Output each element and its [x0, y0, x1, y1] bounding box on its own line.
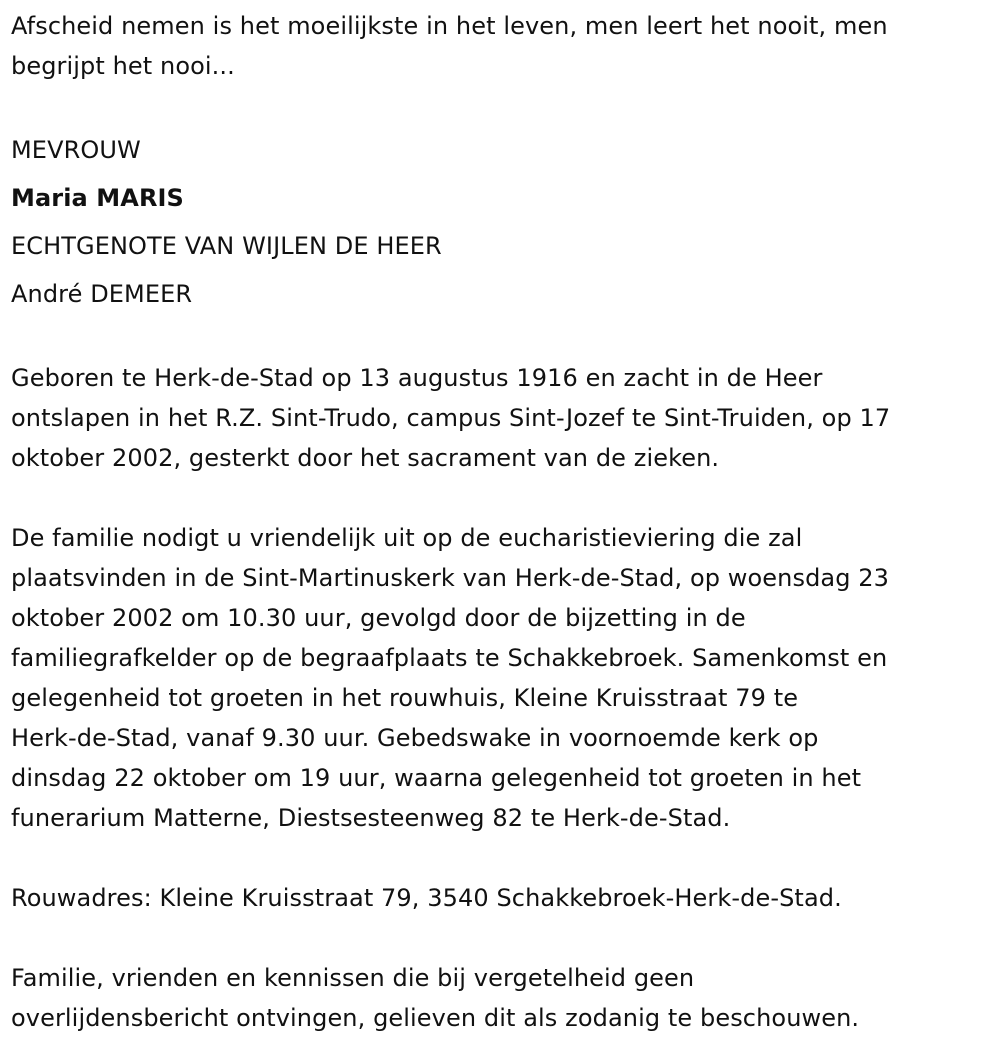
- paragraph-line: overlijdensbericht ontvingen, gelieven dit als zodanig te beschouwen.: [11, 1004, 860, 1032]
- mourning-address: Rouwadres: Kleine Kruisstraat 79, 3540 Schakkebroek-Herk-de-Stad.: [11, 884, 842, 912]
- closing-paragraph: [11, 958, 990, 1038]
- paragraph-line: plaatsvinden in de Sint-Martinuskerk van Herk-de-Stad, op woensdag 23: [11, 564, 890, 592]
- salutation: MEVROUW: [11, 136, 141, 164]
- paragraph-line: familiegrafkelder op de begraafplaats te Schakkebroek. Samenkomst en: [11, 644, 888, 672]
- paragraph-line: De familie nodigt u vriendelijk uit op de eucharistieviering die zal: [11, 524, 803, 552]
- quote-line: Afscheid nemen is het moeilijkste in het leven, men leert het nooit, men: [11, 12, 888, 40]
- relation-label: ECHTGENOTE VAN WIJLEN DE HEER: [11, 232, 442, 260]
- paragraph-line: Herk-de-Stad, vanaf 9.30 uur. Gebedswake in voornoemde kerk op: [11, 724, 819, 752]
- birth-death-paragraph: [11, 358, 990, 478]
- paragraph-line: gelegenheid tot groeten in het rouwhuis, Kleine Kruisstraat 79 te: [11, 684, 799, 712]
- deceased-name: Maria MARIS: [11, 184, 184, 212]
- paragraph-line: Familie, vrienden en kennissen die bij vergetelheid geen: [11, 964, 695, 992]
- address-paragraph: [11, 878, 990, 918]
- person-block: [11, 126, 990, 318]
- spouse-name: André DEMEER: [11, 280, 193, 308]
- paragraph-line: oktober 2002 om 10.30 uur, gevolgd door de bijzetting in de: [11, 604, 746, 632]
- quote-block: [11, 6, 990, 86]
- paragraph-line: Geboren te Herk-de-Stad op 13 augustus 1916 en zacht in de Heer: [11, 364, 823, 392]
- spacer: [11, 86, 990, 126]
- paragraph-line: funerarium Matterne, Diestsesteenweg 82 te Herk-de-Stad.: [11, 804, 731, 832]
- spacer: [11, 318, 990, 358]
- spacer: [11, 478, 990, 518]
- paragraph-line: ontslapen in het R.Z. Sint-Trudo, campus Sint-Jozef te Sint-Truiden, op 17: [11, 404, 891, 432]
- spacer: [11, 918, 990, 958]
- quote-line: begrijpt het nooi...: [11, 52, 235, 80]
- ceremony-paragraph: [11, 518, 990, 838]
- spacer: [11, 838, 990, 878]
- paragraph-line: dinsdag 22 oktober om 19 uur, waarna gelegenheid tot groeten in het: [11, 764, 862, 792]
- paragraph-line: oktober 2002, gesterkt door het sacrament van de zieken.: [11, 444, 720, 472]
